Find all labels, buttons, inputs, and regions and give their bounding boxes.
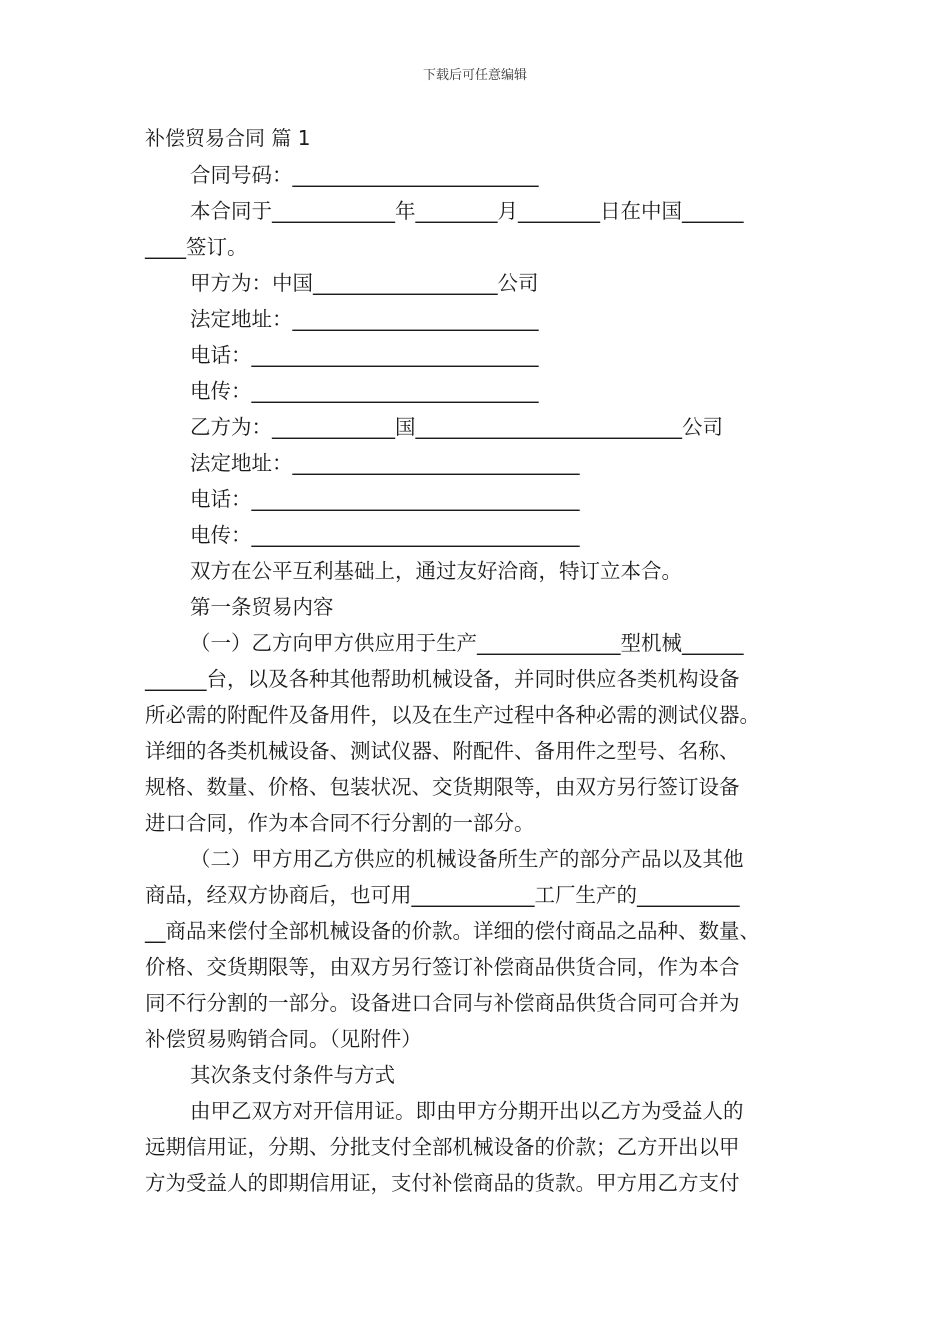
party-b-address-line: 法定地址：____________________________ — [190, 451, 580, 475]
article-1-clause-2-line: 补偿贸易购销合同。（见附件） — [145, 1027, 422, 1051]
preamble-line: 双方在公平互利基础上，通过友好洽商，特订立本合。 — [190, 559, 682, 583]
article-1-clause-1-line: ______台，以及各种其他帮助机械设备，并同时供应各类机构设备 — [145, 667, 740, 691]
article-2-body-line: 方为受益人的即期信用证，支付补偿商品的货款。甲方用乙方支付 — [145, 1171, 740, 1195]
party-a-address-line: 法定地址：________________________ — [190, 307, 539, 331]
article-2-body-line: 远期信用证，分期、分批支付全部机械设备的价款；乙方开出以甲 — [145, 1135, 740, 1159]
page-header: 下载后可任意编辑 — [422, 68, 527, 83]
article-1-clause-2-line: 同不行分割的一部分。设备进口合同与补偿商品供货合同可合并为 — [145, 991, 740, 1015]
article-2-heading: 其次条支付条件与方式 — [190, 1063, 395, 1087]
party-b-fax-line: 电传：________________________________ — [190, 523, 580, 547]
article-1-clause-1-line: 规格、数量、价格、包装状况、交货期限等，由双方另行签订设备 — [145, 775, 740, 799]
article-1-clause-2-line: （二）甲方用乙方供应的机械设备所生产的部分产品以及其他 — [190, 847, 744, 871]
document-title: 补偿贸易合同 篇 1 — [145, 126, 311, 150]
article-1-heading: 第一条贸易内容 — [190, 595, 334, 619]
party-a-fax-line: 电传：____________________________ — [190, 379, 539, 403]
signing-place-line: ____签订。 — [145, 235, 248, 259]
party-a-line: 甲方为：中国__________________公司 — [190, 271, 539, 295]
article-2-body-line: 由甲乙双方对开信用证。即由甲方分期开出以乙方为受益人的 — [190, 1099, 744, 1123]
party-b-line: 乙方为：____________国__________________________公司 — [190, 415, 723, 439]
article-1-clause-2-line: 价格、交货期限等，由双方另行签订补偿商品供货合同，作为本合 — [145, 955, 740, 979]
article-1-clause-2-line: __商品来偿付全部机械设备的价款。详细的偿付商品之品种、数量、 — [145, 919, 760, 943]
article-1-clause-1-line: 所必需的附配件及备用件，以及在生产过程中各种必需的测试仪器。 — [145, 703, 760, 727]
party-a-phone-line: 电话：____________________________ — [190, 343, 539, 367]
article-1-clause-2-line: 商品，经双方协商后，也可用____________工厂生产的__________ — [145, 883, 740, 907]
contract-number-line: 合同号码：________________________ — [190, 163, 539, 187]
article-1-clause-1-line: 详细的各类机械设备、测试仪器、附配件、备用件之型号、名称、 — [145, 739, 740, 763]
party-b-phone-line: 电话：________________________________ — [190, 487, 580, 511]
article-1-clause-1-line: 进口合同，作为本合同不行分割的一部分。 — [145, 811, 535, 835]
article-1-clause-1-line: （一）乙方向甲方供应用于生产______________型机械______ — [190, 631, 744, 655]
signing-date-line: 本合同于____________年________月________日在中国______ — [190, 199, 744, 223]
